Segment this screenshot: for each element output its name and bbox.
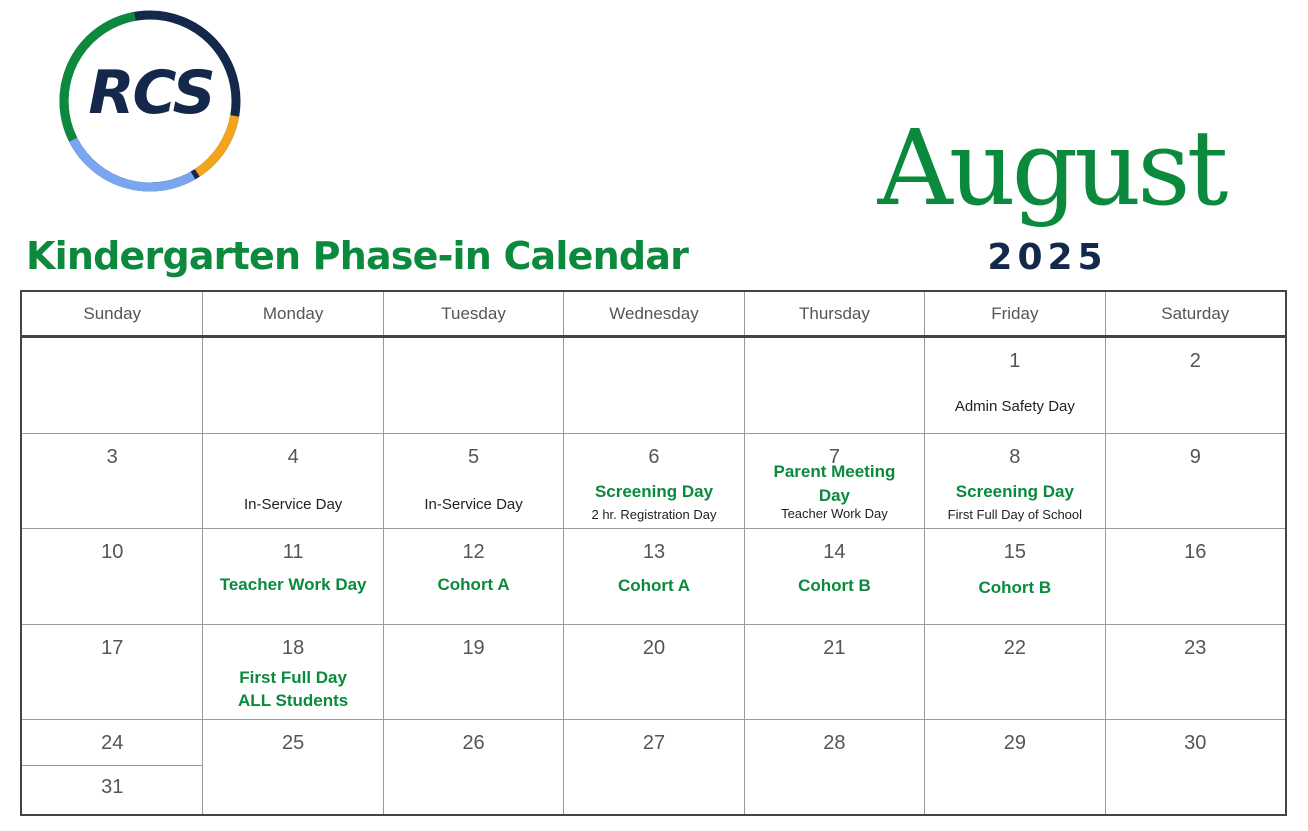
day-cell (1105, 338, 1285, 433)
day-cell (744, 624, 924, 719)
weekday-header (22, 292, 1285, 338)
day-cell (383, 528, 563, 623)
day-cell (924, 433, 1104, 528)
day-number: 15 (1003, 541, 1026, 564)
day-cell (563, 433, 743, 528)
event-label: In-Service Day (243, 496, 343, 514)
day-cell (563, 338, 743, 433)
day-number: 14 (823, 541, 846, 564)
day-cell (1105, 528, 1285, 623)
event-label: 2 hr. Registration Day (591, 507, 717, 523)
day-number: 29 (1003, 731, 1026, 754)
day-number: 6 (648, 446, 660, 469)
event-label: Cohort B (798, 576, 871, 596)
day-number: 12 (462, 541, 485, 564)
day-cell (202, 338, 382, 433)
day-cell (22, 338, 202, 433)
day-cell (924, 624, 1104, 719)
weekday-sunday: Sunday (83, 303, 142, 323)
day-number: 20 (642, 636, 666, 659)
day-cell (744, 338, 924, 433)
event-label: In-Service Day (424, 496, 523, 514)
day-cell (202, 719, 382, 814)
day-cell (563, 624, 743, 719)
day-number: 27 (642, 731, 666, 754)
day-number: 28 (823, 731, 846, 754)
day-number: 8 (1009, 446, 1021, 469)
day-number: 10 (101, 541, 124, 564)
event-label: First Full Day (239, 667, 347, 687)
day-number: 11 (282, 541, 304, 564)
day-cell (383, 433, 563, 528)
event-label: Admin Safety Day (954, 398, 1075, 415)
day-cell (22, 528, 202, 623)
day-cell (202, 528, 382, 623)
weekday-saturday: Saturday (1105, 292, 1285, 335)
day-cell (924, 528, 1104, 623)
day-cell (924, 719, 1104, 814)
event-label: First Full Day of School (947, 507, 1083, 523)
weekday-friday: Friday (924, 292, 1104, 335)
day-cell (202, 433, 382, 528)
day-cell (563, 719, 743, 814)
day-number: 23 (1184, 636, 1207, 659)
day-number: 26 (462, 731, 485, 754)
event-label: Cohort B (978, 578, 1052, 598)
event-label: Teacher Work Day (219, 575, 367, 595)
event-label: Day (818, 486, 851, 506)
day-number: 9 (1189, 446, 1201, 469)
weekday-thursday: Thursday (744, 292, 924, 335)
day-number: 19 (462, 636, 485, 659)
year-title: 2025 (987, 237, 1108, 278)
day-cell (1105, 433, 1285, 528)
calendar-grid (20, 290, 1287, 816)
day-number: 21 (823, 636, 846, 659)
weekday-tuesday: Tuesday (383, 292, 563, 335)
day-cell (383, 338, 563, 433)
day-cell (202, 624, 382, 719)
day-cell (22, 624, 202, 719)
day-number: 25 (282, 731, 305, 754)
event-label: Screening Day (594, 482, 714, 502)
month-title: August (877, 107, 1225, 229)
day-number: 4 (287, 446, 299, 469)
day-cell (924, 338, 1104, 433)
day-number: 16 (1184, 541, 1207, 564)
day-number: 22 (1003, 636, 1026, 659)
weekday-wednesday: Wednesday (563, 292, 743, 335)
day-cell (1105, 719, 1285, 814)
day-cell (744, 528, 924, 623)
day-number: 17 (101, 636, 124, 659)
event-label: Parent Meeting (773, 462, 896, 482)
day-number: 5 (468, 446, 480, 469)
day-number: 13 (642, 541, 666, 564)
day-cell (744, 433, 924, 528)
day-cell (563, 528, 743, 623)
event-label: Cohort A (437, 575, 510, 595)
day-cell (744, 719, 924, 814)
logo-text: RCS (88, 58, 214, 128)
day-number: 2 (1189, 350, 1201, 372)
calendar-body (22, 338, 1285, 814)
day-number: 18 (282, 636, 305, 659)
calendar-title: Kindergarten Phase-in Calendar (26, 234, 689, 278)
day-number: 31 (101, 775, 124, 798)
event-label: Teacher Work Day (781, 506, 888, 522)
day-number: 3 (106, 446, 118, 469)
weekday-monday: Monday (202, 292, 382, 335)
day-number: 1 (1009, 350, 1021, 372)
day-number: 30 (1184, 731, 1207, 754)
day-number: 24 (101, 731, 124, 754)
day-cell (383, 624, 563, 719)
event-label: ALL Students (238, 690, 349, 710)
event-label: Screening Day (955, 482, 1074, 502)
event-label: Cohort A (617, 576, 691, 596)
day-cell (22, 719, 202, 814)
day-cell (383, 719, 563, 814)
cell-divider (22, 765, 202, 766)
day-cell (22, 433, 202, 528)
day-number: 7 (828, 446, 840, 469)
day-cell (1105, 624, 1285, 719)
